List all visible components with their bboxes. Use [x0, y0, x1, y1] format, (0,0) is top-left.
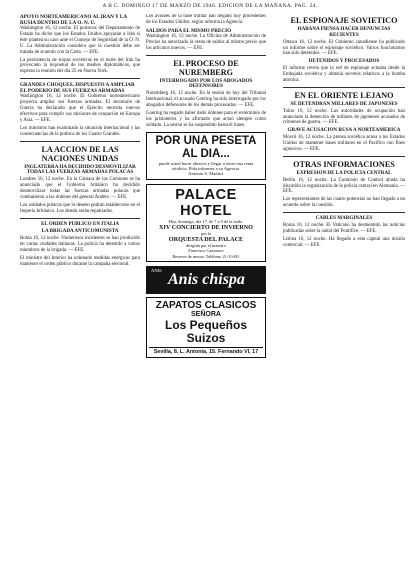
divider [20, 141, 140, 142]
subheadline: HABANA PIENSA HACER DENUNCIAS RECIENTES [297, 26, 391, 38]
ad-title: PALACE HOTEL [175, 186, 237, 219]
ad-text: puede usted hacer ahorros y llegar a tener una renta vitalicia. Pida informes a su Agencia. [158, 160, 254, 171]
article-paragraph: Londres 16, 12 noche. En la Cámara de los Comunes se ha anunciado que el Gobierno británico ha decidido desmovilizar todas las fuerzas armadas polacas que combatieron a las órdenes del general Anders. — EFE. [20, 177, 140, 200]
article-paragraph: Washington 16, 12 noche. La Oficina de Administración de Precios ha autorizado la venta de saldos al mismo precio que los artículos nuevos. — EFE. [146, 33, 266, 51]
article-paragraph: Los aviones de la base militar han llegado hoy procedentes de los Estados Unidos, según informa la Agencia. [146, 14, 266, 25]
ad-peseta [146, 132, 266, 180]
subheadline: EXPRESION DE LA POLICIA CENTRAL [296, 169, 392, 176]
ad-line: por la [200, 230, 212, 236]
headline: DETENIDOS Y PROCESADOS [308, 58, 380, 65]
headline: SALDOS PARA EL MISMO PRECIO [146, 27, 232, 34]
article-paragraph: Los representantes de las cuatro potencias no han llegado a un acuerdo sobre la cuestión. [283, 197, 405, 209]
article-paragraph: Nuremberg 16, 12 noche. En la sesión de hoy del Tribunal Internacional, el acusado Goering ha sido interrogado por los abogados defensores de los demás procesados. — EFE. [146, 91, 266, 108]
subheadline: SE DETENDRAN MILLARES DE JAPONESES [290, 100, 398, 107]
ad-line: Reserva de mesas: Teléfono 21-33-00. [172, 253, 240, 259]
article-paragraph: El informe revela que la red de espionaje actuaba desde la Embajada soviética y obtenía secretos relativos a la bomba atómica. [283, 66, 405, 83]
headline: GRANDES CHOQUES, DISPUESTO A AMPLIAR EL PODERIO DE SUS FUERZAS ARMADAS [20, 82, 135, 95]
article-paragraph: Los ministros han examinado la situación internacional y las consecuencias de la política de los Cuatro Grandes. [20, 125, 140, 137]
ad-signature: Antonio S. Madrid. [188, 171, 224, 177]
headline: CABLES MARGINALES [315, 215, 373, 222]
section-headline: EN EL ORIENTE LEJANO [294, 90, 394, 100]
ad-line: Sevilla, 8. L. Antonia, 15. Fernando VI, 17 [149, 347, 263, 356]
ad-logo-text: Anis chispa [168, 270, 245, 288]
column-1 [20, 14, 140, 566]
ad-line: Francisco Camarero [188, 248, 224, 254]
ad-line: Hoy, domingo, día 17, de 7 a 9 de la tarde, [168, 218, 244, 224]
headline: EL ORDEN PUBLICO EN ITALIA [40, 220, 120, 227]
article-paragraph: Washington 16, 12 noche. El portavoz del Departamento de Estado ha dicho que los Estados Unidos apoyarán a Irán si éste plantea su caso ante el Consejo de Seguridad de la O. N. U. La Administración considera que la cuestión debe ser tratada de acuerdo con la Carta. — EFE. [20, 26, 140, 55]
divider [283, 212, 405, 213]
section-headline: EL ESPIONAJE SOVIETICO [290, 16, 398, 25]
headline: APOYO NORTEAMERICANO AL IRAN Y LA RUSIA DENTRO DE LA O. N. U. [20, 14, 127, 26]
article-paragraph: Goering ha negado haber dado órdenes para el exterminio de los prisioneros y ha afirmado que actuó siempre como soldado. La sesión se ha suspendido hasta el lunes. [146, 110, 266, 128]
divider [283, 87, 405, 88]
article-paragraph: Berlín 16, 12 noche. La Comisión de Control aliada ha discutido la organización de la policía central en Alemania. — EFE. [283, 177, 405, 195]
subheadline: LA BRIGADA ANTICOMUNISTA [41, 228, 119, 235]
ad-line: SEÑORA [191, 310, 221, 318]
divider [146, 55, 266, 56]
ad-line: dirigida por el maestro [186, 243, 226, 249]
article-paragraph: Lisboa 16, 12 noche. Ha llegado a esta capital una misión comercial. — EFE. [283, 236, 405, 248]
article-paragraph: Ottawa 16, 12 noche. El Gobierno canadiense ha publicado un informe sobre el espionaje soviético. Varios funcionarios han sido detenidos. — EFE. [283, 39, 405, 57]
page-header: A B C. DOMINGO 17 DE MARZO DE 1946. EDICION DE LA MAÑANA. PAG. 24. [102, 3, 318, 9]
subheadline: INTERROGADO POR LOS ABOGADOS DEFENSORES [159, 77, 253, 90]
ad-line: XIV CONCIERTO DE INVIERNO [159, 223, 253, 231]
ad-line: ZAPATOS CLASICOS [155, 299, 257, 311]
section-headline: LA ACCION DE LAS NACIONES UNIDAS [41, 144, 119, 163]
article-paragraph: El ministro del Interior ha ordenado medidas enérgicas para mantener el orden público durante la campaña electoral. [20, 255, 140, 267]
column-3 [283, 14, 405, 566]
ad-title: POR UNA PESETA AL DIA... [155, 134, 257, 160]
article-paragraph: Moscú 16, 12 noche. La prensa soviética acusa a los Estados Unidos de mantener bases militares en el Pacífico con fines agresivos. — EFE. [283, 135, 405, 152]
headline: GRAVE ACUSACION RUSA A NORTEAMERICA [287, 127, 401, 134]
column-2 [146, 14, 266, 566]
divider [20, 78, 140, 79]
section-headline: OTRAS INFORMACIONES [293, 159, 395, 169]
ad-anis-chispa [146, 266, 266, 294]
ad-line: ORQUESTA DEL PALACE [168, 236, 244, 244]
section-headline: EL PROCESO DE NUREMBERG [173, 58, 239, 77]
article-paragraph: Roma 16, 12 noche. El Vaticano ha desmentido las noticias publicadas sobre la salud del Pontífice. — EFE. [283, 222, 405, 234]
subheadline: INGLATERRA HA DECIDIDO DESMOVILIZAR TODAS LAS FUERZAS ARMADAS POLACAS [24, 163, 136, 176]
article-paragraph: Roma 16, 12 noche. Numerosos incidentes se han producido en varias ciudades italianas. La policía ha detenido a varios miembros de la brigada. — EFE. [20, 236, 140, 254]
article-paragraph: Tokio 16, 12 noche. Las autoridades de ocupación han anunciado la detención de millares de japoneses acusados de crímenes de guerra. — EFE. [283, 108, 405, 126]
article-paragraph: La persistencia de tropas soviéticas en el norte del Irán ha provocado la inquietud de los medios diplomáticos, que esperan la reunión del día 25 en Nueva York. [20, 57, 140, 75]
ad-palace-hotel [146, 184, 266, 262]
ad-zapatos [146, 297, 266, 359]
article-paragraph: Washington 16, 12 noche. El Gobierno norteamericano proyecta ampliar sus fuerzas armadas. El secretario de Guerra ha declarado que el Ejército necesita nuevos efectivos para cumplir sus misiones de ocupación en Europa y Asia. — EFE. [20, 94, 140, 123]
ad-small-text: ANIS [151, 267, 162, 273]
divider [20, 218, 140, 219]
divider [283, 156, 405, 157]
ad-line: Los Pequeños Suizos [164, 317, 247, 345]
article-paragraph: Los soldados polacos que lo deseen podrán establecerse en el Imperio británico. Los demás serán repatriados. [20, 202, 140, 214]
